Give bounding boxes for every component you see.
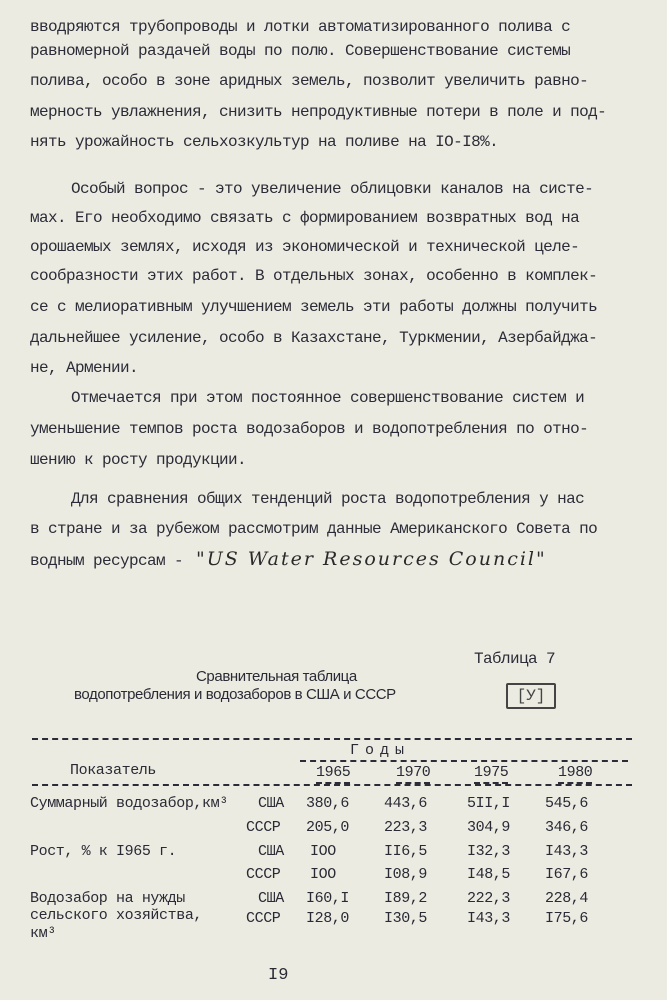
- value-cell: IOO: [310, 843, 336, 860]
- text-line: Отмечается при этом постоянное совершенствование систем и: [71, 389, 585, 407]
- year-header: 1965: [316, 764, 350, 784]
- page-number: I9: [268, 966, 289, 985]
- text-line: водным ресурсам -: [30, 552, 184, 570]
- value-cell: 346,6: [545, 819, 589, 836]
- value-cell: I67,6: [545, 866, 589, 883]
- value-cell: II6,5: [384, 843, 428, 860]
- text-line: не, Армении.: [30, 359, 139, 377]
- text-line: Особый вопрос - это увеличение облицовки каналов на систе-: [71, 180, 594, 198]
- text-line: мерность увлажнения, снизить непродуктивные потери в поле и под-: [30, 103, 607, 121]
- row-label: Водозабор на нужды: [30, 890, 185, 907]
- text-line: дальнейшее усиление, особо в Казахстане, Туркмении, Азербайджа-: [30, 329, 598, 347]
- table-top-rule: [32, 738, 632, 740]
- year-header: 1980: [558, 764, 592, 784]
- value-cell: I43,3: [545, 843, 589, 860]
- column-header-years: Годы: [350, 742, 411, 759]
- country-cell: СССР: [246, 866, 281, 883]
- row-label: км³: [30, 925, 56, 942]
- text-line: равномерной раздачей воды по полю. Совершенствование системы: [30, 42, 571, 60]
- value-cell: I08,9: [384, 866, 428, 883]
- year-header: 1975: [474, 764, 508, 784]
- value-cell: 443,6: [384, 795, 428, 812]
- value-cell: I89,2: [384, 890, 428, 907]
- text-line: орошаемых землях, исходя из экономической и технической целе-: [30, 238, 580, 256]
- text-line: се с мелиоративным улучшением земель эти работы должны получить: [30, 298, 598, 316]
- table-label: Таблица 7: [474, 650, 556, 668]
- years-rule: [300, 760, 628, 762]
- text-line: шению к росту продукции.: [30, 451, 247, 469]
- header-bottom-rule: [32, 784, 632, 786]
- value-cell: I28,0: [306, 910, 350, 927]
- value-cell: 380,6: [306, 795, 350, 812]
- year-header: 1970: [396, 764, 430, 784]
- country-cell: СССР: [246, 819, 281, 836]
- text-line: нять урожайность сельхозкультур на поливе на IO-I8%.: [30, 133, 499, 151]
- value-cell: I60,I: [306, 890, 350, 907]
- value-cell: I43,3: [467, 910, 511, 927]
- column-header-indicator: Показатель: [70, 762, 157, 779]
- value-cell: 205,0: [306, 819, 350, 836]
- text-line: Для сравнения общих тенденций роста водопотребления у нас: [71, 490, 585, 508]
- country-cell: США: [258, 890, 284, 907]
- country-cell: США: [258, 843, 284, 860]
- value-cell: 545,6: [545, 795, 589, 812]
- table-title-line1: Сравнительная таблица: [196, 668, 357, 685]
- handwritten-note: "US Water Resources Council": [196, 548, 547, 570]
- text-line: сообразности этих работ. В отдельных зонах, особенно в комплек-: [30, 267, 598, 285]
- row-label: Суммарный водозабор,км³: [30, 795, 228, 812]
- reference-mark: [У]: [506, 683, 556, 709]
- value-cell: 222,3: [467, 890, 511, 907]
- country-cell: СССР: [246, 910, 281, 927]
- text-line: мах. Его необходимо связать с формированием возвратных вод на: [30, 209, 580, 227]
- value-cell: IOO: [310, 866, 336, 883]
- text-line: полива, особо в зоне аридных земель, позволит увеличить равно-: [30, 72, 589, 90]
- text-line: в стране и за рубежом рассмотрим данные Американского Совета по: [30, 520, 598, 538]
- value-cell: 223,3: [384, 819, 428, 836]
- value-cell: 5II,I: [467, 795, 511, 812]
- row-label: сельского хозяйства,: [30, 907, 203, 924]
- country-cell: США: [258, 795, 284, 812]
- value-cell: 228,4: [545, 890, 589, 907]
- value-cell: 304,9: [467, 819, 511, 836]
- value-cell: I30,5: [384, 910, 428, 927]
- row-label: Рост, % к I965 г.: [30, 843, 177, 860]
- text-line: уменьшение темпов роста водозаборов и водопотребления по отно-: [30, 420, 589, 438]
- value-cell: I32,3: [467, 843, 511, 860]
- value-cell: I48,5: [467, 866, 511, 883]
- text-line: вводряются трубопроводы и лотки автоматизированного полива с: [30, 18, 571, 36]
- value-cell: I75,6: [545, 910, 589, 927]
- table-title-line2: водопотребления и водозаборов в США и СССР: [74, 686, 396, 703]
